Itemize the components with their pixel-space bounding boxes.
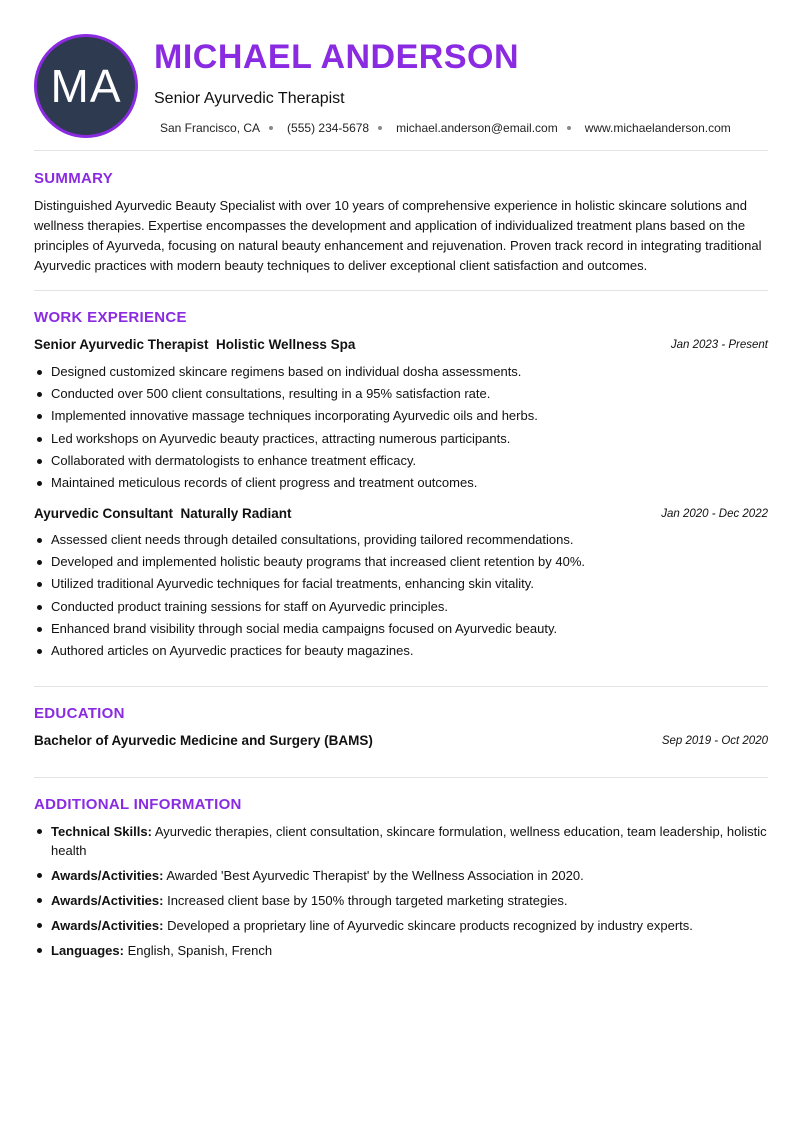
info-text: Developed a proprietary line of Ayurvedic skincare products recognized by industry experts. xyxy=(167,918,693,933)
contact-location: San Francisco, CA xyxy=(160,121,261,135)
divider xyxy=(34,150,768,151)
list-item: Conducted product training sessions for staff on Ayurvedic principles. xyxy=(34,596,768,618)
list-item xyxy=(34,916,768,935)
list-item: Implemented innovative massage techniques incorporating Ayurvedic oils and herbs. xyxy=(34,405,768,427)
separator-dot xyxy=(378,126,382,130)
list-item: Conducted over 500 client consultations, resulting in a 95% satisfaction rate. xyxy=(34,383,768,405)
info-text: Ayurvedic therapies, client consultation, skincare formulation, wellness education, team leadership, holistic health xyxy=(51,824,767,858)
job-dates: Jan 2020 - Dec 2022 xyxy=(661,508,768,520)
info-label: Awards/Activities: xyxy=(51,918,164,933)
divider xyxy=(34,686,768,687)
job-bullets xyxy=(34,361,768,494)
list-item: Utilized traditional Ayurvedic techniques for facial treatments, enhancing skin vitality. xyxy=(34,573,768,595)
job-header xyxy=(34,337,768,355)
list-item: Developed and implemented holistic beauty programs that increased client retention by 40%. xyxy=(34,551,768,573)
info-text: Awarded 'Best Ayurvedic Therapist' by the Wellness Association in 2020. xyxy=(166,868,584,883)
job-header xyxy=(34,506,768,524)
avatar: MA xyxy=(34,34,138,138)
list-item: Maintained meticulous records of client progress and treatment outcomes. xyxy=(34,472,768,494)
info-label: Technical Skills: xyxy=(51,824,152,839)
list-item: Enhanced brand visibility through social media campaigns focused on Ayurvedic beauty. xyxy=(34,618,768,640)
list-item: Led workshops on Ayurvedic beauty practices, attracting numerous participants. xyxy=(34,428,768,450)
job-dates: Jan 2023 - Present xyxy=(670,339,768,351)
list-item: Designed customized skincare regimens based on individual dosha assessments. xyxy=(34,361,768,383)
job-role: Ayurvedic Consultant Naturally Radiant xyxy=(34,506,292,521)
summary-heading: SUMMARY xyxy=(34,170,114,187)
job-bullets xyxy=(34,529,768,662)
list-item xyxy=(34,822,768,860)
contact-line xyxy=(160,121,731,135)
list-item xyxy=(34,866,768,885)
candidate-title: Senior Ayurvedic Therapist xyxy=(154,90,345,107)
summary-text: Distinguished Ayurvedic Beauty Specialist with over 10 years of comprehensive experience in holistic skincare solutions and wellness therapies. Expertise encompasses the development and application of individualized treatment plans based on the principles of Ayurveda, focusing on natural beauty enhancement and rejuvenation. Proven track record in integrating traditional Ayurvedic practices with modern beauty techniques to deliver exceptional client satisfaction and outcomes. xyxy=(34,198,762,273)
additional-info-list xyxy=(34,822,768,966)
list-item xyxy=(34,891,768,910)
job-role: Senior Ayurvedic Therapist Holistic Wellness Spa xyxy=(34,337,356,352)
list-item xyxy=(34,941,768,960)
degree-name: Bachelor of Ayurvedic Medicine and Surgery (BAMS) xyxy=(34,733,373,748)
contact-email[interactable]: michael.anderson@email.com xyxy=(396,121,558,135)
education-heading: EDUCATION xyxy=(34,705,125,722)
info-label: Awards/Activities: xyxy=(51,893,164,908)
separator-dot xyxy=(269,126,273,130)
list-item: Authored articles on Ayurvedic practices for beauty magazines. xyxy=(34,640,768,662)
contact-website[interactable]: www.michaelanderson.com xyxy=(584,121,731,135)
additional-info-heading: ADDITIONAL INFORMATION xyxy=(34,796,242,813)
info-label: Languages: xyxy=(51,943,124,958)
education-dates: Sep 2019 - Oct 2020 xyxy=(661,735,768,747)
candidate-name: MICHAEL ANDERSON xyxy=(154,38,520,76)
list-item: Collaborated with dermatologists to enhance treatment efficacy. xyxy=(34,450,768,472)
resume-header xyxy=(34,34,768,138)
separator-dot xyxy=(567,126,571,130)
list-item: Assessed client needs through detailed consultations, providing tailored recommendations. xyxy=(34,529,768,551)
divider xyxy=(34,290,768,291)
info-text: English, Spanish, French xyxy=(127,943,273,958)
contact-phone: (555) 234-5678 xyxy=(287,121,370,135)
work-experience-heading: WORK EXPERIENCE xyxy=(34,309,187,326)
divider xyxy=(34,777,768,778)
info-text: Increased client base by 150% through targeted marketing strategies. xyxy=(167,893,568,908)
education-entry xyxy=(34,733,768,751)
info-label: Awards/Activities: xyxy=(51,868,164,883)
